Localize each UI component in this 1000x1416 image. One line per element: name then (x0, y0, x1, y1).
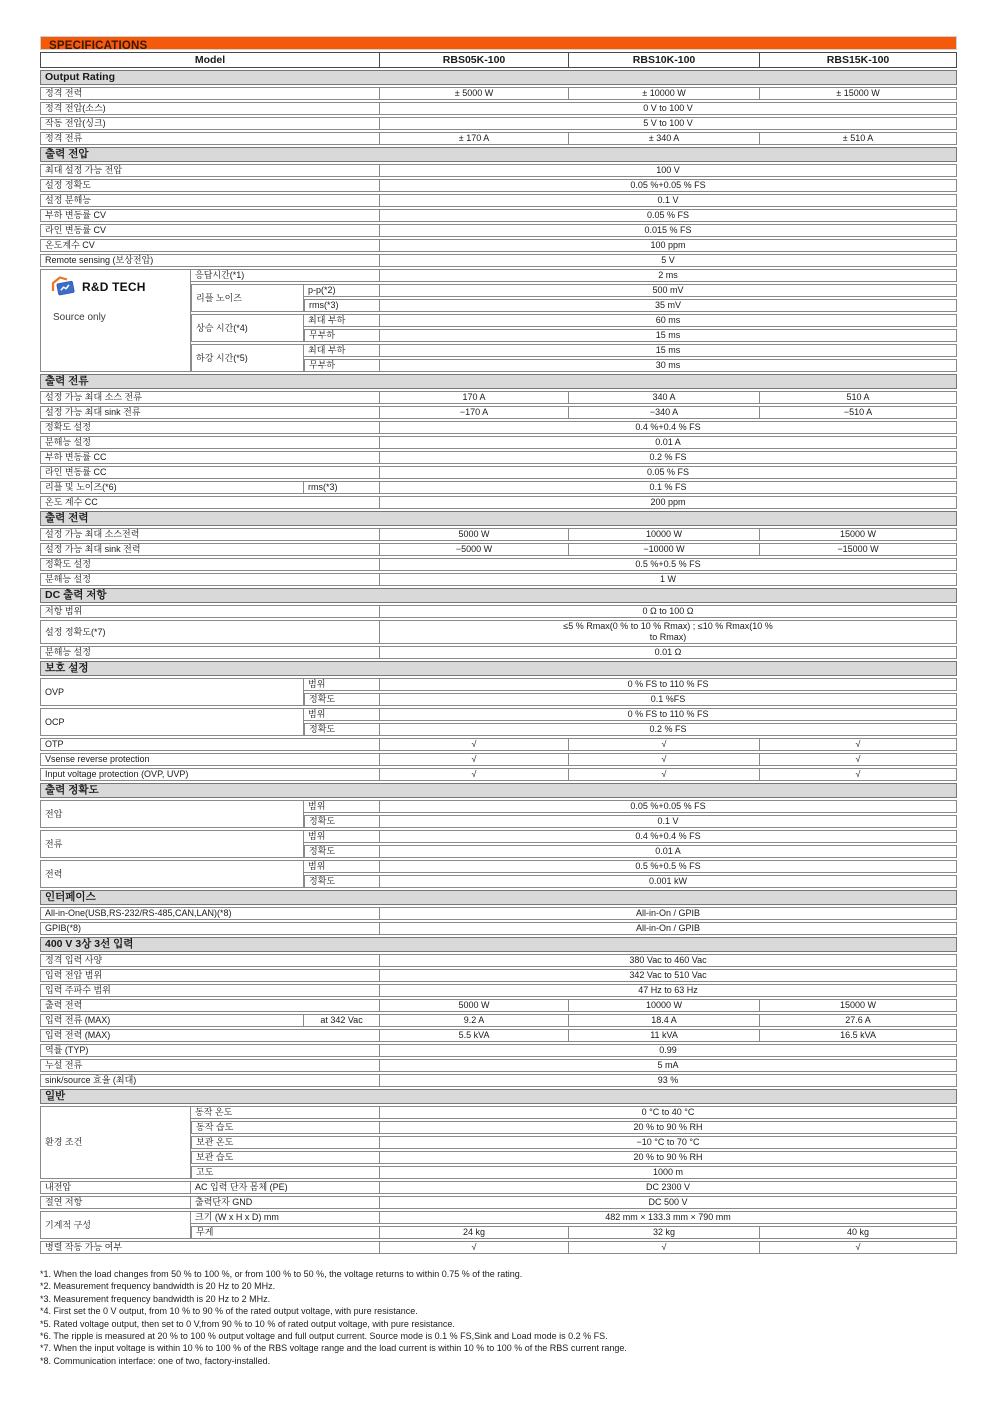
spec-row (40, 708, 957, 721)
spec-row (40, 269, 957, 282)
spec-row (40, 451, 957, 464)
spec-value-cell: √ (569, 768, 760, 781)
spec-label-cell: OTP (40, 738, 380, 751)
spec-row (40, 999, 957, 1012)
spec-label-cell: 전류 (40, 830, 304, 858)
spec-value-cell: 170 A (380, 391, 569, 404)
spec-label-cell: 전압 (40, 800, 304, 828)
section-header: 출력 전류 (40, 374, 957, 389)
spec-label-cell: sink/source 효율 (최대) (40, 1074, 380, 1087)
spec-label-cell: 정격 전압(소스) (40, 102, 380, 115)
spec-label-cell: 분해능 설정 (40, 573, 380, 586)
spec-value-cell: 0.015 % FS (380, 224, 957, 237)
spec-label-cell: rms(*3) (304, 299, 380, 312)
spec-value-cell: 0.1 %FS (380, 693, 957, 706)
spec-value-cell: 5000 W (380, 999, 569, 1012)
spec-label-cell: 상승 시간(*4) (191, 314, 304, 342)
spec-value-cell: 0.001 kW (380, 875, 957, 888)
spec-value-cell: 100 ppm (380, 239, 957, 252)
spec-label-cell: OCP (40, 708, 304, 736)
spec-row (40, 1059, 957, 1072)
spec-row (40, 117, 957, 130)
footnote-line: *6. The ripple is measured at 20 % to 100 % output voltage and full output current. Source mode is 0.1 % FS,Sink and Load mode is 0.2 % FS. (40, 1331, 608, 1342)
spec-label-cell: 역률 (TYP) (40, 1044, 380, 1057)
spec-row (40, 969, 957, 982)
spec-value-cell: 10000 W (569, 999, 760, 1012)
spec-label-cell: 범위 (304, 708, 380, 721)
spec-label-cell: 입력 전류 (MAX) (40, 1014, 304, 1027)
spec-label-cell: 리플 노이즈 (191, 284, 304, 312)
spec-value-cell: 380 Vac to 460 Vac (380, 954, 957, 967)
spec-row (40, 436, 957, 449)
spec-value-cell: 5.5 kVA (380, 1029, 569, 1042)
spec-value-cell: 342 Vac to 510 Vac (380, 969, 957, 982)
spec-row (40, 1241, 957, 1254)
spec-label-cell: 정확도 (304, 815, 380, 828)
spec-label-cell: 무부하 (304, 359, 380, 372)
spec-row (40, 132, 957, 145)
spec-value-cell: ± 340 A (569, 132, 760, 145)
spec-label-cell: 정확도 설정 (40, 558, 380, 571)
source-only-label: Source only (53, 312, 106, 323)
spec-row (40, 87, 957, 100)
spec-row (40, 738, 957, 751)
spec-value-cell: 30 ms (380, 359, 957, 372)
spec-label-cell: 정격 입력 사양 (40, 954, 380, 967)
spec-value-cell: 5 V (380, 254, 957, 267)
footnote-line: *2. Measurement frequency bandwidth is 20 Hz to 20 MHz. (40, 1281, 276, 1292)
spec-label-cell: 최대 설정 가능 전압 (40, 164, 380, 177)
spec-label-cell: 동작 온도 (191, 1106, 380, 1119)
spec-value-cell: 27.6 A (760, 1014, 957, 1027)
spec-value-cell: 15 ms (380, 329, 957, 342)
spec-value-cell: −5000 W (380, 543, 569, 556)
section-header: 보호 설정 (40, 661, 957, 676)
footnote-line: *7. When the input voltage is within 10 % to 100 % of the RBS voltage range and the load current is within 10 % to 100 % of the RBS current range. (40, 1343, 627, 1354)
spec-value-cell: 9.2 A (380, 1014, 569, 1027)
spec-value-cell: 0.1 V (380, 815, 957, 828)
spec-row (40, 1029, 957, 1042)
model-column-header: RBS10K-100 (569, 52, 760, 68)
brand-logo (45, 270, 186, 325)
spec-value-cell: ± 10000 W (569, 87, 760, 100)
spec-row (40, 830, 957, 843)
spec-value-cell: −15000 W (760, 543, 957, 556)
spec-value-cell: 60 ms (380, 314, 957, 327)
spec-value-cell: ≤5 % Rmax(0 % to 10 % Rmax) ; ≤10 % Rmax(10 % to Rmax) (380, 620, 957, 644)
section-header: 인터페이스 (40, 890, 957, 905)
spec-label-cell: 리플 및 노이즈(*6) (40, 481, 304, 494)
brand-name: R&D TECH (82, 280, 146, 294)
spec-row (40, 605, 957, 618)
spec-label-cell: 작동 전압(싱크) (40, 117, 380, 130)
spec-label-cell: 동작 습도 (191, 1121, 380, 1134)
spec-row (40, 254, 957, 267)
spec-label-cell: 환경 조건 (40, 1106, 191, 1179)
spec-label-cell: 기계적 구성 (40, 1211, 191, 1239)
spec-value-cell: 0.4 %+0.4 % FS (380, 830, 957, 843)
spec-label-cell: 절연 저항 (40, 1196, 191, 1209)
spec-value-cell: 15000 W (760, 528, 957, 541)
model-column-header: RBS05K-100 (380, 52, 569, 68)
spec-label-cell: 출력 전력 (40, 999, 380, 1012)
spec-label-cell: Vsense reverse protection (40, 753, 380, 766)
footnotes (40, 1268, 957, 1367)
spec-row (40, 224, 957, 237)
spec-value-cell: 0.2 % FS (380, 451, 957, 464)
spec-label-cell: 정확도 (304, 845, 380, 858)
spec-sheet (40, 36, 957, 1367)
spec-value-cell: ± 15000 W (760, 87, 957, 100)
spec-value-cell: 0.5 %+0.5 % FS (380, 558, 957, 571)
spec-value-cell: 10000 W (569, 528, 760, 541)
spec-row (40, 496, 957, 509)
spec-label-cell: 병렬 작동 가능 여부 (40, 1241, 380, 1254)
section-header: DC 출력 저항 (40, 588, 957, 603)
spec-value-cell: √ (380, 738, 569, 751)
spec-value-cell: ± 5000 W (380, 87, 569, 100)
spec-value-cell: −340 A (569, 406, 760, 419)
spec-value-cell: 482 mm × 133.3 mm × 790 mm (380, 1211, 957, 1224)
spec-label-cell: 설정 가능 최대 sink 전력 (40, 543, 380, 556)
spec-label-cell: 출력단자 GND (191, 1196, 380, 1209)
spec-value-cell: √ (380, 1241, 569, 1254)
spec-label-cell: 라인 변동률 CC (40, 466, 380, 479)
spec-value-cell: 200 ppm (380, 496, 957, 509)
spec-label-cell: 내전압 (40, 1181, 191, 1194)
spec-value-cell: 0.05 % FS (380, 209, 957, 222)
spec-value-cell: √ (380, 768, 569, 781)
spec-label-cell: 정격 전류 (40, 132, 380, 145)
spec-value-cell: 0 °C to 40 °C (380, 1106, 957, 1119)
spec-label-cell: 범위 (304, 800, 380, 813)
spec-label-cell: 설정 가능 최대 소스전력 (40, 528, 380, 541)
spec-value-cell: 20 % to 90 % RH (380, 1121, 957, 1134)
rd-tech-logo-icon (51, 276, 78, 299)
spec-label-cell: 고도 (191, 1166, 380, 1179)
spec-value-cell: √ (760, 1241, 957, 1254)
spec-row (40, 102, 957, 115)
spec-label-cell: 저항 범위 (40, 605, 380, 618)
spec-row (40, 466, 957, 479)
spec-label-cell: 설정 정확도 (40, 179, 380, 192)
spec-label-cell: 정확도 설정 (40, 421, 380, 434)
spec-value-cell: DC 500 V (380, 1196, 957, 1209)
spec-label-cell: 무부하 (304, 329, 380, 342)
spec-label-cell: rms(*3) (304, 481, 380, 494)
spec-row (40, 678, 957, 691)
spec-value-cell: 0.99 (380, 1044, 957, 1057)
footnote-line: *8. Communication interface: one of two, factory-installed. (40, 1355, 271, 1366)
spec-label-cell: 하강 시간(*5) (191, 344, 304, 372)
spec-value-cell: √ (760, 768, 957, 781)
spec-value-cell: √ (569, 1241, 760, 1254)
spec-label-cell: 범위 (304, 678, 380, 691)
model-header-row (40, 52, 957, 68)
spec-value-cell: 0 % FS to 110 % FS (380, 708, 957, 721)
specifications-table (40, 50, 957, 1256)
spec-label-cell: 보관 온도 (191, 1136, 380, 1149)
spec-value-cell: −510 A (760, 406, 957, 419)
spec-value-cell: √ (760, 753, 957, 766)
spec-label-cell: 부하 변동률 CC (40, 451, 380, 464)
spec-row (40, 543, 957, 556)
spec-value-cell: √ (569, 738, 760, 751)
spec-value-cell: 5 V to 100 V (380, 117, 957, 130)
spec-label-cell: 무게 (191, 1226, 380, 1239)
spec-label-cell: All-in-One(USB,RS-232/RS-485,CAN,LAN)(*8) (40, 907, 380, 920)
spec-value-cell: 11 kVA (569, 1029, 760, 1042)
spec-row (40, 922, 957, 935)
spec-value-cell: 35 mV (380, 299, 957, 312)
section-header: 일반 (40, 1089, 957, 1104)
spec-label-cell: Remote sensing (보상전압) (40, 254, 380, 267)
spec-row (40, 954, 957, 967)
footnote-line: *1. When the load changes from 50 % to 100 %, or from 100 % to 50 %, the voltage returns to within 0.75 % of the rating. (40, 1269, 523, 1279)
spec-label-cell: 설정 정확도(*7) (40, 620, 380, 644)
spec-row (40, 481, 957, 494)
spec-row (40, 1106, 957, 1119)
spec-value-cell: 0 % FS to 110 % FS (380, 678, 957, 691)
brand-logo-cell (40, 269, 191, 372)
spec-value-cell: 0.5 %+0.5 % FS (380, 860, 957, 873)
spec-row (40, 800, 957, 813)
spec-label-cell: 응답시간(*1) (191, 269, 380, 282)
model-column-header: RBS15K-100 (760, 52, 957, 68)
spec-label-cell: 설정 분해능 (40, 194, 380, 207)
spec-value-cell: 18.4 A (569, 1014, 760, 1027)
footnote-line: *4. First set the 0 V output, from 10 % to 90 % of the rated output voltage, with pure resistance. (40, 1306, 418, 1317)
spec-label-cell: 범위 (304, 830, 380, 843)
spec-value-cell: 0.01 Ω (380, 646, 957, 659)
specifications-title: SPECIFICATIONS (40, 36, 957, 50)
spec-value-cell: 40 kg (760, 1226, 957, 1239)
spec-value-cell: 0.1 V (380, 194, 957, 207)
spec-value-cell: 2 ms (380, 269, 957, 282)
spec-value-cell: 0.4 %+0.4 % FS (380, 421, 957, 434)
spec-label-cell: 누설 전류 (40, 1059, 380, 1072)
spec-value-cell: 0.05 % FS (380, 466, 957, 479)
section-header: 출력 전압 (40, 147, 957, 162)
spec-label-cell: 온도 계수 CC (40, 496, 380, 509)
spec-label-cell: 최대 부하 (304, 344, 380, 357)
spec-label-cell: 보관 습도 (191, 1151, 380, 1164)
spec-row (40, 1074, 957, 1087)
spec-value-cell: −170 A (380, 406, 569, 419)
spec-row (40, 406, 957, 419)
spec-label-cell: 범위 (304, 860, 380, 873)
spec-label-cell: 라인 변동률 CV (40, 224, 380, 237)
spec-value-cell: √ (380, 753, 569, 766)
spec-value-cell: 0 Ω to 100 Ω (380, 605, 957, 618)
spec-row (40, 1211, 957, 1224)
spec-value-cell: 1000 m (380, 1166, 957, 1179)
spec-value-cell: 47 Hz to 63 Hz (380, 984, 957, 997)
spec-row (40, 620, 957, 644)
spec-value-cell: All-in-On / GPIB (380, 907, 957, 920)
spec-value-cell: 16.5 kVA (760, 1029, 957, 1042)
spec-value-cell: 0.05 %+0.05 % FS (380, 179, 957, 192)
spec-label-cell: 정확도 (304, 875, 380, 888)
spec-value-cell: 100 V (380, 164, 957, 177)
spec-row (40, 421, 957, 434)
spec-label-cell: 분해능 설정 (40, 646, 380, 659)
spec-row (40, 179, 957, 192)
spec-value-cell: 5000 W (380, 528, 569, 541)
spec-label-cell: OVP (40, 678, 304, 706)
spec-value-cell: 0.1 % FS (380, 481, 957, 494)
spec-label-cell: 입력 주파수 범위 (40, 984, 380, 997)
spec-value-cell: 0.2 % FS (380, 723, 957, 736)
section-header: Output Rating (40, 70, 957, 85)
spec-label-cell: 크기 (W x H x D) mm (191, 1211, 380, 1224)
spec-value-cell: −10000 W (569, 543, 760, 556)
spec-value-cell: 5 mA (380, 1059, 957, 1072)
spec-label-cell: p-p(*2) (304, 284, 380, 297)
spec-label-cell: 설정 가능 최대 sink 전류 (40, 406, 380, 419)
spec-value-cell: 0.01 A (380, 845, 957, 858)
spec-row (40, 558, 957, 571)
spec-value-cell: 15 ms (380, 344, 957, 357)
spec-row (40, 753, 957, 766)
spec-value-cell: √ (760, 738, 957, 751)
spec-value-cell: −10 °C to 70 °C (380, 1136, 957, 1149)
spec-row (40, 1044, 957, 1057)
spec-label-cell: AC 입력 단자 몸체 (PE) (191, 1181, 380, 1194)
spec-value-cell: 1 W (380, 573, 957, 586)
section-header: 출력 전력 (40, 511, 957, 526)
spec-row (40, 907, 957, 920)
spec-label-cell: 입력 전압 범위 (40, 969, 380, 982)
spec-value-cell: 93 % (380, 1074, 957, 1087)
spec-row (40, 1196, 957, 1209)
spec-row (40, 984, 957, 997)
spec-label-cell: 최대 부하 (304, 314, 380, 327)
spec-value-cell: All-in-On / GPIB (380, 922, 957, 935)
spec-value-cell: 0.05 %+0.05 % FS (380, 800, 957, 813)
spec-row (40, 768, 957, 781)
footnote-line: *5. Rated voltage output, then set to 0 V,from 90 % to 10 % of rated output voltage, with pure resistance. (40, 1318, 455, 1329)
spec-value-cell: 0.01 A (380, 436, 957, 449)
spec-row (40, 860, 957, 873)
spec-value-cell: 500 mV (380, 284, 957, 297)
spec-label-cell: Input voltage protection (OVP, UVP) (40, 768, 380, 781)
spec-value-cell: √ (569, 753, 760, 766)
spec-value-cell: 510 A (760, 391, 957, 404)
spec-row (40, 573, 957, 586)
spec-row (40, 1014, 957, 1027)
spec-row (40, 391, 957, 404)
spec-row (40, 1181, 957, 1194)
spec-row (40, 646, 957, 659)
spec-row (40, 209, 957, 222)
spec-value-cell: 24 kg (380, 1226, 569, 1239)
section-header: 출력 정확도 (40, 783, 957, 798)
spec-value-cell: ± 510 A (760, 132, 957, 145)
spec-label-cell: 전력 (40, 860, 304, 888)
spec-label-cell: at 342 Vac (304, 1014, 380, 1027)
spec-value-cell: DC 2300 V (380, 1181, 957, 1194)
spec-label-cell: 정확도 (304, 723, 380, 736)
spec-row (40, 164, 957, 177)
spec-row (40, 528, 957, 541)
spec-value-cell: 15000 W (760, 999, 957, 1012)
spec-label-cell: 설정 가능 최대 소스 전류 (40, 391, 380, 404)
spec-value-cell: 20 % to 90 % RH (380, 1151, 957, 1164)
spec-row (40, 239, 957, 252)
spec-value-cell: 340 A (569, 391, 760, 404)
spec-label-cell: 부하 변동률 CV (40, 209, 380, 222)
spec-label-cell: 입력 전력 (MAX) (40, 1029, 380, 1042)
spec-label-cell: 정격 전력 (40, 87, 380, 100)
spec-label-cell: 정확도 (304, 693, 380, 706)
spec-value-cell: ± 170 A (380, 132, 569, 145)
spec-label-cell: 분해능 설정 (40, 436, 380, 449)
spec-label-cell: GPIB(*8) (40, 922, 380, 935)
spec-value-cell: 0 V to 100 V (380, 102, 957, 115)
footnote-line: *3. Measurement frequency bandwidth is 20 Hz to 2 MHz. (40, 1293, 271, 1304)
model-label: Model (40, 52, 380, 68)
spec-value-cell: 32 kg (569, 1226, 760, 1239)
spec-label-cell: 온도계수 CV (40, 239, 380, 252)
spec-row (40, 194, 957, 207)
section-header: 400 V 3상 3선 입력 (40, 937, 957, 952)
